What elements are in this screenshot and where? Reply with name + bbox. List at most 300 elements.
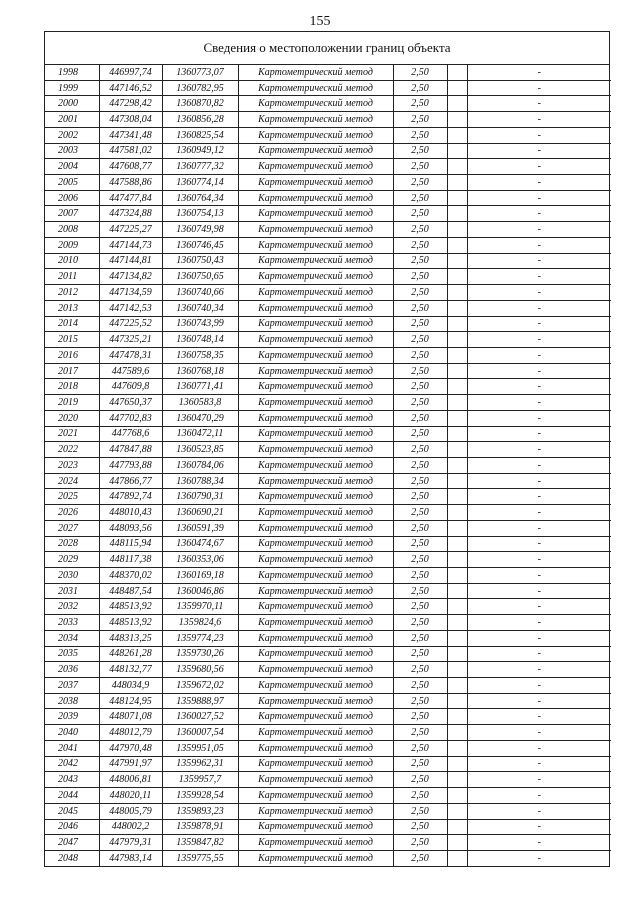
empty-cell-cell (447, 850, 467, 865)
coordinate-x-cell: 447768,6 (99, 426, 162, 442)
description-cell: - (467, 788, 611, 804)
description-cell: - (467, 410, 611, 426)
method-cell: Картометрический метод (238, 127, 393, 143)
point-number-cell: 2005 (45, 175, 99, 191)
coordinate-x-cell: 447979,31 (99, 835, 162, 851)
table-row (45, 426, 611, 442)
empty-cell-cell (447, 395, 467, 411)
table-row (45, 206, 611, 222)
method-cell: Картометрический метод (238, 159, 393, 175)
coordinate-x-cell: 447991,97 (99, 756, 162, 772)
point-number-cell: 2044 (45, 788, 99, 804)
coordinate-x-cell: 448117,38 (99, 552, 162, 568)
coordinate-x-cell: 447702,83 (99, 410, 162, 426)
table-row (45, 536, 611, 552)
coordinate-y-cell: 1359878,91 (162, 819, 238, 835)
description-cell: - (467, 678, 611, 694)
coordinate-y-cell: 1360777,32 (162, 159, 238, 175)
table-row (45, 835, 611, 851)
accuracy-cell: 2,50 (393, 725, 447, 741)
table-row (45, 788, 611, 804)
description-cell: - (467, 756, 611, 772)
coordinate-x-cell: 448261,28 (99, 646, 162, 662)
method-cell: Картометрический метод (238, 410, 393, 426)
method-cell: Картометрический метод (238, 568, 393, 584)
coordinate-x-cell: 447581,02 (99, 143, 162, 159)
accuracy-cell: 2,50 (393, 850, 447, 865)
method-cell: Картометрический метод (238, 772, 393, 788)
description-cell: - (467, 662, 611, 678)
accuracy-cell: 2,50 (393, 379, 447, 395)
accuracy-cell: 2,50 (393, 442, 447, 458)
table-row (45, 410, 611, 426)
coordinate-y-cell: 1360774,14 (162, 175, 238, 191)
coordinate-y-cell: 1359730,26 (162, 646, 238, 662)
coordinate-y-cell: 1359775,55 (162, 850, 238, 865)
accuracy-cell: 2,50 (393, 316, 447, 332)
coordinate-y-cell: 1360773,07 (162, 65, 238, 80)
coordinate-x-cell: 447298,42 (99, 96, 162, 112)
point-number-cell: 2022 (45, 442, 99, 458)
description-cell: - (467, 80, 611, 96)
coordinate-x-cell: 448010,43 (99, 505, 162, 521)
table-row (45, 772, 611, 788)
accuracy-cell: 2,50 (393, 363, 447, 379)
method-cell: Картометрический метод (238, 332, 393, 348)
description-cell: - (467, 143, 611, 159)
description-cell: - (467, 630, 611, 646)
empty-cell-cell (447, 143, 467, 159)
coordinate-x-cell: 447478,31 (99, 347, 162, 363)
table-row (45, 112, 611, 128)
coordinate-x-cell: 447866,77 (99, 473, 162, 489)
method-cell: Картометрический метод (238, 835, 393, 851)
description-cell: - (467, 725, 611, 741)
table-row (45, 568, 611, 584)
method-cell: Картометрический метод (238, 740, 393, 756)
point-number-cell: 2013 (45, 300, 99, 316)
table-row (45, 300, 611, 316)
description-cell: - (467, 489, 611, 505)
table-row (45, 363, 611, 379)
coordinate-y-cell: 1360784,06 (162, 457, 238, 473)
accuracy-cell: 2,50 (393, 756, 447, 772)
description-cell: - (467, 693, 611, 709)
accuracy-cell: 2,50 (393, 599, 447, 615)
accuracy-cell: 2,50 (393, 253, 447, 269)
table-row (45, 819, 611, 835)
table-row (45, 725, 611, 741)
coordinate-y-cell: 1360523,85 (162, 442, 238, 458)
description-cell: - (467, 819, 611, 835)
description-cell: - (467, 568, 611, 584)
coordinate-x-cell: 447608,77 (99, 159, 162, 175)
method-cell: Картометрический метод (238, 112, 393, 128)
description-cell: - (467, 300, 611, 316)
point-number-cell: 2007 (45, 206, 99, 222)
point-number-cell: 2047 (45, 835, 99, 851)
description-cell: - (467, 583, 611, 599)
accuracy-cell: 2,50 (393, 662, 447, 678)
coordinate-y-cell: 1360788,34 (162, 473, 238, 489)
method-cell: Картометрический метод (238, 379, 393, 395)
point-number-cell: 2026 (45, 505, 99, 521)
point-number-cell: 2014 (45, 316, 99, 332)
coordinate-x-cell: 448093,56 (99, 520, 162, 536)
description-cell: - (467, 285, 611, 301)
empty-cell-cell (447, 646, 467, 662)
point-number-cell: 2000 (45, 96, 99, 112)
description-cell: - (467, 599, 611, 615)
table-row (45, 316, 611, 332)
method-cell: Картометрический метод (238, 300, 393, 316)
empty-cell-cell (447, 489, 467, 505)
method-cell: Картометрический метод (238, 347, 393, 363)
point-number-cell: 2023 (45, 457, 99, 473)
point-number-cell: 2025 (45, 489, 99, 505)
method-cell: Картометрический метод (238, 285, 393, 301)
description-cell: - (467, 615, 611, 631)
coordinate-y-cell: 1359962,31 (162, 756, 238, 772)
table-row (45, 159, 611, 175)
table-row (45, 127, 611, 143)
empty-cell-cell (447, 505, 467, 521)
coordinate-x-cell: 447983,14 (99, 850, 162, 865)
empty-cell-cell (447, 175, 467, 191)
coordinate-y-cell: 1360768,18 (162, 363, 238, 379)
empty-cell-cell (447, 473, 467, 489)
coordinate-y-cell: 1360743,99 (162, 316, 238, 332)
description-cell: - (467, 646, 611, 662)
table-row (45, 678, 611, 694)
coordinate-y-cell: 1360771,41 (162, 379, 238, 395)
empty-cell-cell (447, 96, 467, 112)
accuracy-cell: 2,50 (393, 819, 447, 835)
description-cell: - (467, 505, 611, 521)
description-cell: - (467, 552, 611, 568)
coordinate-y-cell: 1360782,95 (162, 80, 238, 96)
table-row (45, 756, 611, 772)
description-cell: - (467, 835, 611, 851)
coordinate-x-cell: 448513,92 (99, 615, 162, 631)
table-row (45, 552, 611, 568)
description-cell: - (467, 379, 611, 395)
empty-cell-cell (447, 253, 467, 269)
coordinate-y-cell: 1360750,65 (162, 269, 238, 285)
point-number-cell: 2032 (45, 599, 99, 615)
accuracy-cell: 2,50 (393, 206, 447, 222)
coordinate-x-cell: 447134,59 (99, 285, 162, 301)
method-cell: Картометрический метод (238, 237, 393, 253)
empty-cell-cell (447, 772, 467, 788)
table-row (45, 395, 611, 411)
coordinate-y-cell: 1359672,02 (162, 678, 238, 694)
point-number-cell: 2046 (45, 819, 99, 835)
accuracy-cell: 2,50 (393, 65, 447, 80)
coordinate-y-cell: 1360750,43 (162, 253, 238, 269)
point-number-cell: 2029 (45, 552, 99, 568)
table-row (45, 222, 611, 238)
empty-cell-cell (447, 568, 467, 584)
method-cell: Картометрический метод (238, 788, 393, 804)
empty-cell-cell (447, 190, 467, 206)
coordinate-y-cell: 1360470,29 (162, 410, 238, 426)
accuracy-cell: 2,50 (393, 489, 447, 505)
table-row (45, 709, 611, 725)
point-number-cell: 2002 (45, 127, 99, 143)
method-cell: Картометрический метод (238, 190, 393, 206)
accuracy-cell: 2,50 (393, 788, 447, 804)
coordinate-x-cell: 448513,92 (99, 599, 162, 615)
coordinate-y-cell: 1359774,23 (162, 630, 238, 646)
description-cell: - (467, 772, 611, 788)
coordinate-x-cell: 448115,94 (99, 536, 162, 552)
description-cell: - (467, 473, 611, 489)
point-number-cell: 2042 (45, 756, 99, 772)
point-number-cell: 1999 (45, 80, 99, 96)
accuracy-cell: 2,50 (393, 615, 447, 631)
accuracy-cell: 2,50 (393, 835, 447, 851)
coordinate-y-cell: 1360748,14 (162, 332, 238, 348)
table-row (45, 442, 611, 458)
method-cell: Картометрический метод (238, 678, 393, 694)
table-row (45, 473, 611, 489)
accuracy-cell: 2,50 (393, 159, 447, 175)
method-cell: Картометрический метод (238, 473, 393, 489)
coordinate-y-cell: 1359928,54 (162, 788, 238, 804)
point-number-cell: 2038 (45, 693, 99, 709)
point-number-cell: 2020 (45, 410, 99, 426)
method-cell: Картометрический метод (238, 646, 393, 662)
accuracy-cell: 2,50 (393, 740, 447, 756)
accuracy-cell: 2,50 (393, 646, 447, 662)
accuracy-cell: 2,50 (393, 285, 447, 301)
coordinate-y-cell: 1359824,6 (162, 615, 238, 631)
description-cell: - (467, 395, 611, 411)
table-row (45, 143, 611, 159)
accuracy-cell: 2,50 (393, 127, 447, 143)
coordinate-y-cell: 1360825,54 (162, 127, 238, 143)
coordinate-x-cell: 448124,95 (99, 693, 162, 709)
description-cell: - (467, 332, 611, 348)
accuracy-cell: 2,50 (393, 237, 447, 253)
description-cell: - (467, 442, 611, 458)
method-cell: Картометрический метод (238, 599, 393, 615)
method-cell: Картометрический метод (238, 615, 393, 631)
accuracy-cell: 2,50 (393, 630, 447, 646)
table-row (45, 740, 611, 756)
method-cell: Картометрический метод (238, 693, 393, 709)
table-row (45, 662, 611, 678)
table-row (45, 347, 611, 363)
empty-cell-cell (447, 819, 467, 835)
coordinate-y-cell: 1360353,06 (162, 552, 238, 568)
description-cell: - (467, 112, 611, 128)
accuracy-cell: 2,50 (393, 222, 447, 238)
method-cell: Картометрический метод (238, 395, 393, 411)
coordinate-x-cell: 448487,54 (99, 583, 162, 599)
empty-cell-cell (447, 269, 467, 285)
coordinate-x-cell: 448071,08 (99, 709, 162, 725)
coordinate-x-cell: 448012,79 (99, 725, 162, 741)
method-cell: Картометрический метод (238, 316, 393, 332)
description-cell: - (467, 803, 611, 819)
description-cell: - (467, 316, 611, 332)
coordinate-x-cell: 447144,81 (99, 253, 162, 269)
point-number-cell: 2036 (45, 662, 99, 678)
table-row (45, 332, 611, 348)
point-number-cell: 2028 (45, 536, 99, 552)
table-row (45, 96, 611, 112)
accuracy-cell: 2,50 (393, 457, 447, 473)
method-cell: Картометрический метод (238, 536, 393, 552)
empty-cell-cell (447, 520, 467, 536)
point-number-cell: 2004 (45, 159, 99, 175)
description-cell: - (537, 852, 541, 864)
accuracy-cell: 2,50 (393, 332, 447, 348)
table-row (45, 489, 611, 505)
empty-cell-cell (447, 410, 467, 426)
empty-cell-cell (447, 678, 467, 694)
description-cell: - (467, 253, 611, 269)
empty-cell-cell (447, 630, 467, 646)
coordinate-y-cell: 1360591,39 (162, 520, 238, 536)
accuracy-cell: 2,50 (393, 552, 447, 568)
table-row (45, 237, 611, 253)
method-cell: Картометрический метод (238, 143, 393, 159)
point-number-cell: 2031 (45, 583, 99, 599)
method-cell: Картометрический метод (238, 583, 393, 599)
method-cell: Картометрический метод (238, 552, 393, 568)
point-number-cell: 2040 (45, 725, 99, 741)
empty-cell-cell (447, 740, 467, 756)
point-number-cell: 2006 (45, 190, 99, 206)
empty-cell-cell (447, 662, 467, 678)
method-cell: Картометрический метод (238, 80, 393, 96)
description-cell: - (467, 426, 611, 442)
method-cell: Картометрический метод (238, 709, 393, 725)
coordinate-x-cell: 447324,88 (99, 206, 162, 222)
coordinate-y-cell: 1360949,12 (162, 143, 238, 159)
method-cell: Картометрический метод (238, 850, 393, 865)
table-row (45, 520, 611, 536)
table-row (45, 285, 611, 301)
accuracy-cell: 2,50 (393, 693, 447, 709)
coordinate-y-cell: 1360764,34 (162, 190, 238, 206)
method-cell: Картометрический метод (238, 269, 393, 285)
coordinate-x-cell: 447588,86 (99, 175, 162, 191)
empty-cell-cell (447, 788, 467, 804)
coordinate-y-cell: 1360472,11 (162, 426, 238, 442)
method-cell: Картометрический метод (238, 819, 393, 835)
accuracy-cell: 2,50 (393, 80, 447, 96)
table-body (45, 65, 611, 866)
description-cell: - (467, 709, 611, 725)
point-number-cell: 2011 (45, 269, 99, 285)
empty-cell-cell (447, 536, 467, 552)
coordinate-x-cell: 446997,74 (99, 65, 162, 80)
empty-cell-cell (447, 332, 467, 348)
table-row (45, 269, 611, 285)
accuracy-cell: 2,50 (393, 410, 447, 426)
coordinate-x-cell: 448034,9 (99, 678, 162, 694)
accuracy-cell: 2,50 (393, 96, 447, 112)
description-cell: - (467, 159, 611, 175)
empty-cell-cell (447, 442, 467, 458)
coordinate-y-cell: 1359680,56 (162, 662, 238, 678)
accuracy-cell: 2,50 (393, 112, 447, 128)
table-row (45, 190, 611, 206)
point-number-cell: 2045 (45, 803, 99, 819)
table-row (45, 80, 611, 96)
coordinate-x-cell: 447144,73 (99, 237, 162, 253)
coordinate-x-cell: 447308,04 (99, 112, 162, 128)
point-number-cell: 2008 (45, 222, 99, 238)
accuracy-cell: 2,50 (393, 347, 447, 363)
empty-cell-cell (447, 803, 467, 819)
description-cell: - (467, 175, 611, 191)
table-row (45, 599, 611, 615)
empty-cell-cell (447, 159, 467, 175)
description-cell: - (467, 457, 611, 473)
description-cell: - (467, 269, 611, 285)
empty-cell-cell (447, 599, 467, 615)
accuracy-cell: 2,50 (393, 190, 447, 206)
description-cell: - (467, 222, 611, 238)
method-cell: Картометрический метод (238, 206, 393, 222)
accuracy-cell: 2,50 (393, 583, 447, 599)
coordinate-x-cell: 447477,84 (99, 190, 162, 206)
accuracy-cell: 2,50 (393, 505, 447, 521)
description-cell: - (467, 363, 611, 379)
accuracy-cell: 2,50 (393, 269, 447, 285)
method-cell: Картометрический метод (238, 725, 393, 741)
boundary-table-frame (44, 31, 610, 867)
empty-cell-cell (447, 127, 467, 143)
description-cell: - (467, 740, 611, 756)
point-number-cell: 2037 (45, 678, 99, 694)
point-number-cell: 2024 (45, 473, 99, 489)
coordinate-y-cell: 1360046,86 (162, 583, 238, 599)
coordinate-x-cell: 447142,53 (99, 300, 162, 316)
method-cell: Картометрический метод (238, 457, 393, 473)
table-row (45, 583, 611, 599)
coordinate-y-cell: 1360740,34 (162, 300, 238, 316)
method-cell: Картометрический метод (238, 222, 393, 238)
method-cell: Картометрический метод (238, 505, 393, 521)
point-number-cell: 2019 (45, 395, 99, 411)
coordinate-x-cell: 447146,52 (99, 80, 162, 96)
coordinate-y-cell: 1359951,05 (162, 740, 238, 756)
coordinate-y-cell: 1360007,54 (162, 725, 238, 741)
point-number-cell: 2012 (45, 285, 99, 301)
coordinate-y-cell: 1359847,82 (162, 835, 238, 851)
accuracy-cell: 2,50 (393, 300, 447, 316)
accuracy-cell: 2,50 (393, 143, 447, 159)
coordinate-x-cell: 447847,88 (99, 442, 162, 458)
method-cell: Картометрический метод (238, 65, 393, 80)
description-cell: - (467, 190, 611, 206)
coordinate-y-cell: 1360749,98 (162, 222, 238, 238)
empty-cell-cell (447, 316, 467, 332)
coordinate-x-cell: 447325,21 (99, 332, 162, 348)
coordinate-y-cell: 1359888,97 (162, 693, 238, 709)
description-cell: - (467, 520, 611, 536)
point-number-cell: 2016 (45, 347, 99, 363)
empty-cell-cell (447, 222, 467, 238)
empty-cell-cell (447, 552, 467, 568)
coordinate-y-cell: 1360870,82 (162, 96, 238, 112)
